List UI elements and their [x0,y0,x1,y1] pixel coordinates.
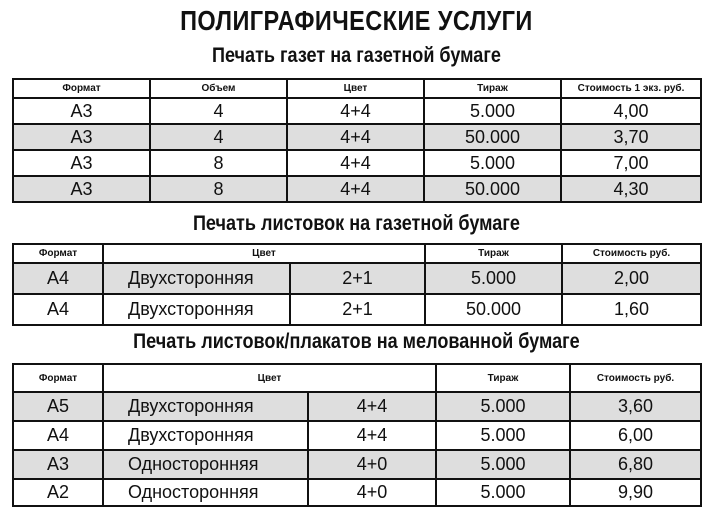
cell-cost: 4,30 [561,176,701,202]
cell-format: А3 [13,150,150,176]
cell-print-sides: Двухсторонняя [103,294,290,325]
header-cost: Стоимость руб. [562,244,701,263]
table-row [13,294,701,325]
header-color: Цвет [103,244,425,263]
cell-print-run: 5.000 [436,392,570,421]
header-color: Цвет [287,79,424,98]
cell-color: 4+0 [308,450,436,479]
section-title-leaflets-coated: Печать листовок/плакатов на мелованной бумаге [133,330,580,353]
cell-format: А2 [13,479,103,506]
cell-cost: 9,90 [570,479,701,506]
cell-color: 2+1 [290,294,425,325]
leaflets-coated-table [12,363,702,507]
table-header-row [13,79,701,98]
cell-format: А4 [13,294,103,325]
section-title-leaflets-newsprint: Печать листовок на газетной бумаге [192,212,520,235]
page-title: ПОЛИГРАФИЧЕСКИЕ УСЛУГИ [180,5,533,36]
cell-color: 4+4 [308,392,436,421]
cell-print-run: 5.000 [436,421,570,450]
table-row [13,263,701,294]
cell-color: 2+1 [290,263,425,294]
cell-color: 4+4 [287,176,424,202]
cell-print-run: 5.000 [436,479,570,506]
leaflets-newsprint-table [12,243,702,326]
header-format: Формат [13,364,103,392]
cell-cost: 3,70 [561,124,701,150]
table-header-row [13,364,701,392]
section-title-newspapers: Печать газет на газетной бумаге [211,44,501,67]
cell-print-run: 50.000 [424,176,561,202]
table-row [13,150,701,176]
cell-cost: 4,00 [561,98,701,124]
table-row [13,176,701,202]
header-print-run: Тираж [425,244,562,263]
cell-color: 4+4 [287,150,424,176]
table-row [13,124,701,150]
cell-print-sides: Односторонняя [103,450,308,479]
cell-print-sides: Односторонняя [103,479,308,506]
cell-color: 4+4 [308,421,436,450]
table-row [13,421,701,450]
cell-format: А3 [13,450,103,479]
cell-print-run: 5.000 [424,98,561,124]
cell-volume: 4 [150,98,287,124]
cell-print-run: 5.000 [436,450,570,479]
header-color: Цвет [103,364,436,392]
cell-print-sides: Двухсторонняя [103,263,290,294]
cell-format: А3 [13,124,150,150]
cell-print-run: 50.000 [424,124,561,150]
header-cost: Стоимость руб. [570,364,701,392]
header-format: Формат [13,79,150,98]
cell-cost: 6,80 [570,450,701,479]
cell-format: А3 [13,176,150,202]
table-row [13,392,701,421]
table-row [13,98,701,124]
cell-format: А5 [13,392,103,421]
cell-print-run: 5.000 [425,263,562,294]
header-print-run: Тираж [424,79,561,98]
cell-format: А4 [13,421,103,450]
header-volume: Объем [150,79,287,98]
cell-cost: 6,00 [570,421,701,450]
table-row [13,479,701,506]
cell-volume: 8 [150,176,287,202]
cell-cost: 7,00 [561,150,701,176]
table-header-row [13,244,701,263]
cell-color: 4+4 [287,98,424,124]
cell-cost: 2,00 [562,263,701,294]
cell-volume: 4 [150,124,287,150]
cell-format: А3 [13,98,150,124]
cell-color: 4+0 [308,479,436,506]
table-row [13,450,701,479]
header-cost: Стоимость 1 экз. руб. [561,79,701,98]
cell-format: А4 [13,263,103,294]
cell-print-run: 5.000 [424,150,561,176]
cell-print-sides: Двухсторонняя [103,392,308,421]
header-format: Формат [13,244,103,263]
cell-print-run: 50.000 [425,294,562,325]
cell-color: 4+4 [287,124,424,150]
header-print-run: Тираж [436,364,570,392]
cell-cost: 1,60 [562,294,701,325]
cell-cost: 3,60 [570,392,701,421]
cell-volume: 8 [150,150,287,176]
cell-print-sides: Двухсторонняя [103,421,308,450]
newspapers-table [12,78,702,203]
